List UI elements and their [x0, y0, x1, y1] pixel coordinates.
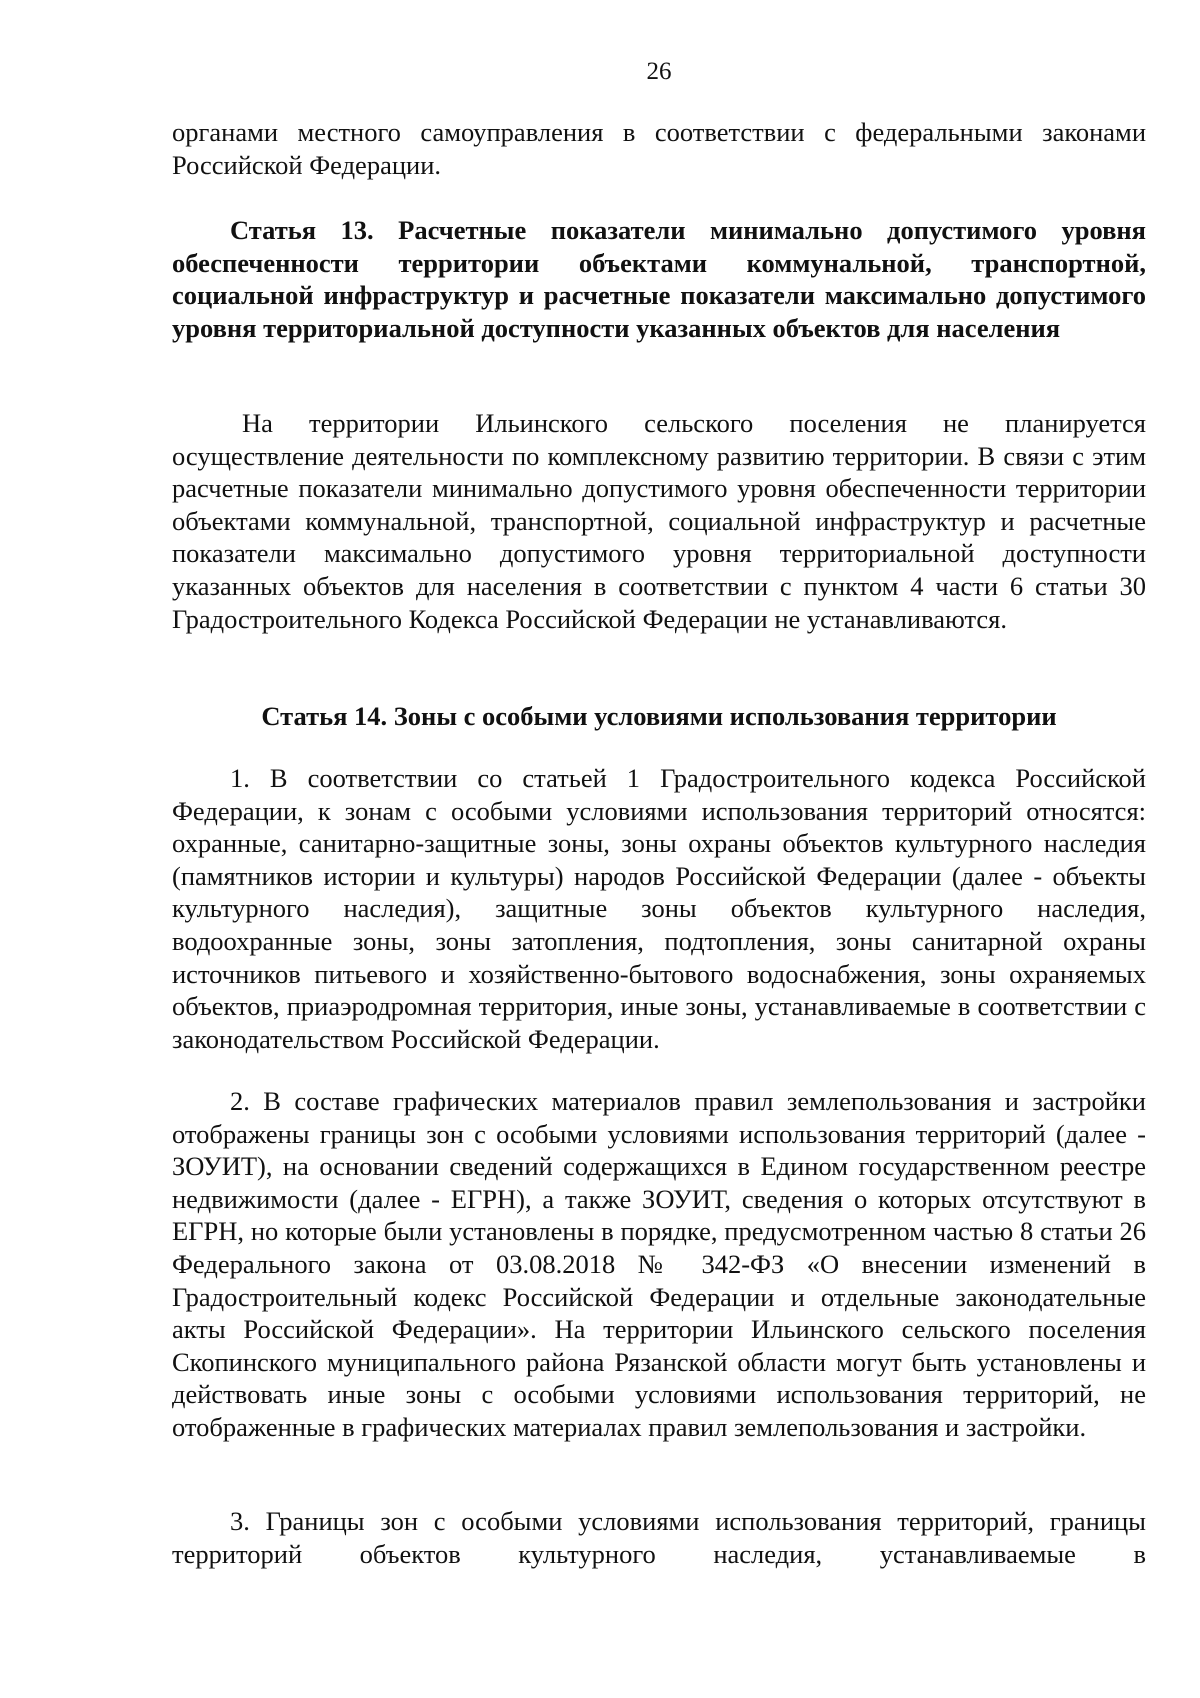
- article-14-item-3: 3. Границы зон с особыми условиями использования территорий, границы территорий объектов культурного наследия, устанавливаемые в: [172, 1506, 1146, 1569]
- article-14-heading: Статья 14. Зоны с особыми условиями использования территории: [261, 701, 1057, 731]
- article-13-paragraph: На территории Ильинского сельского поселения не планируется осуществление деятельности по комплексному развитию территории. В связи с этим расчетные показатели минимально допустимого уровня обеспеченности территории объектами коммунальной, транспортной, социальной инфраструктур и расчетные показатели максимально допустимого уровня территориальной доступности указанных объектов для населения в соответствии с пунктом 4 части 6 статьи 30 Градостроительного Кодекса Российской Федерации не устанавливаются.: [172, 408, 1146, 634]
- article-14-item-2: 2. В составе графических материалов правил землепользования и застройки отображены границы зон с особыми условиями использования территорий (далее - ЗОУИТ), на основании сведений содержащихся в Едином государственном реестре недвижимости (далее - ЕГРН), а также ЗОУИТ, сведения о которых отсутствуют в ЕГРН, но которые были установлены в порядке, предусмотренном частью 8 статьи 26 Федерального закона от 03.08.2018 № 342-ФЗ «О внесении изменений в Градостроительный кодекс Российской Федерации и отдельные законодательные акты Российской Федерации». На территории Ильинского сельского поселения Скопинского муниципального района Рязанской области могут быть установлены и действовать иные зоны с особыми условиями использования территорий, не отображенные в графических материалах правил землепользования и застройки.: [172, 1086, 1146, 1442]
- article-13-heading: Статья 13. Расчетные показатели минимально допустимого уровня обеспеченности территории объектами коммунальной, транспортной, социальной инфраструктур и расчетные показатели максимально допустимого уровня территориальной доступности указанных объектов для населения: [172, 215, 1146, 343]
- page-number: 26: [646, 58, 672, 85]
- article-14-item-1: 1. В соответствии со статьей 1 Градостроительного кодекса Российской Федерации, к зонам с особыми условиями использования территорий относятся: охранные, санитарно-защитные зоны, зоны охраны объектов культурного наследия (памятников истории и культуры) народов Российской Федерации (далее - объекты культурного наследия), защитные зоны объектов культурного наследия, водоохранные зоны, зоны затопления, подтопления, зоны санитарной охраны источников питьевого и хозяйственно-бытового водоснабжения, зоны охраняемых объектов, приаэродромная территория, иные зоны, устанавливаемые в соответствии с законодательством Российской Федерации.: [172, 763, 1146, 1054]
- continuation-paragraph: органами местного самоуправления в соответствии с федеральными законами Российской Федерации.: [172, 117, 1146, 180]
